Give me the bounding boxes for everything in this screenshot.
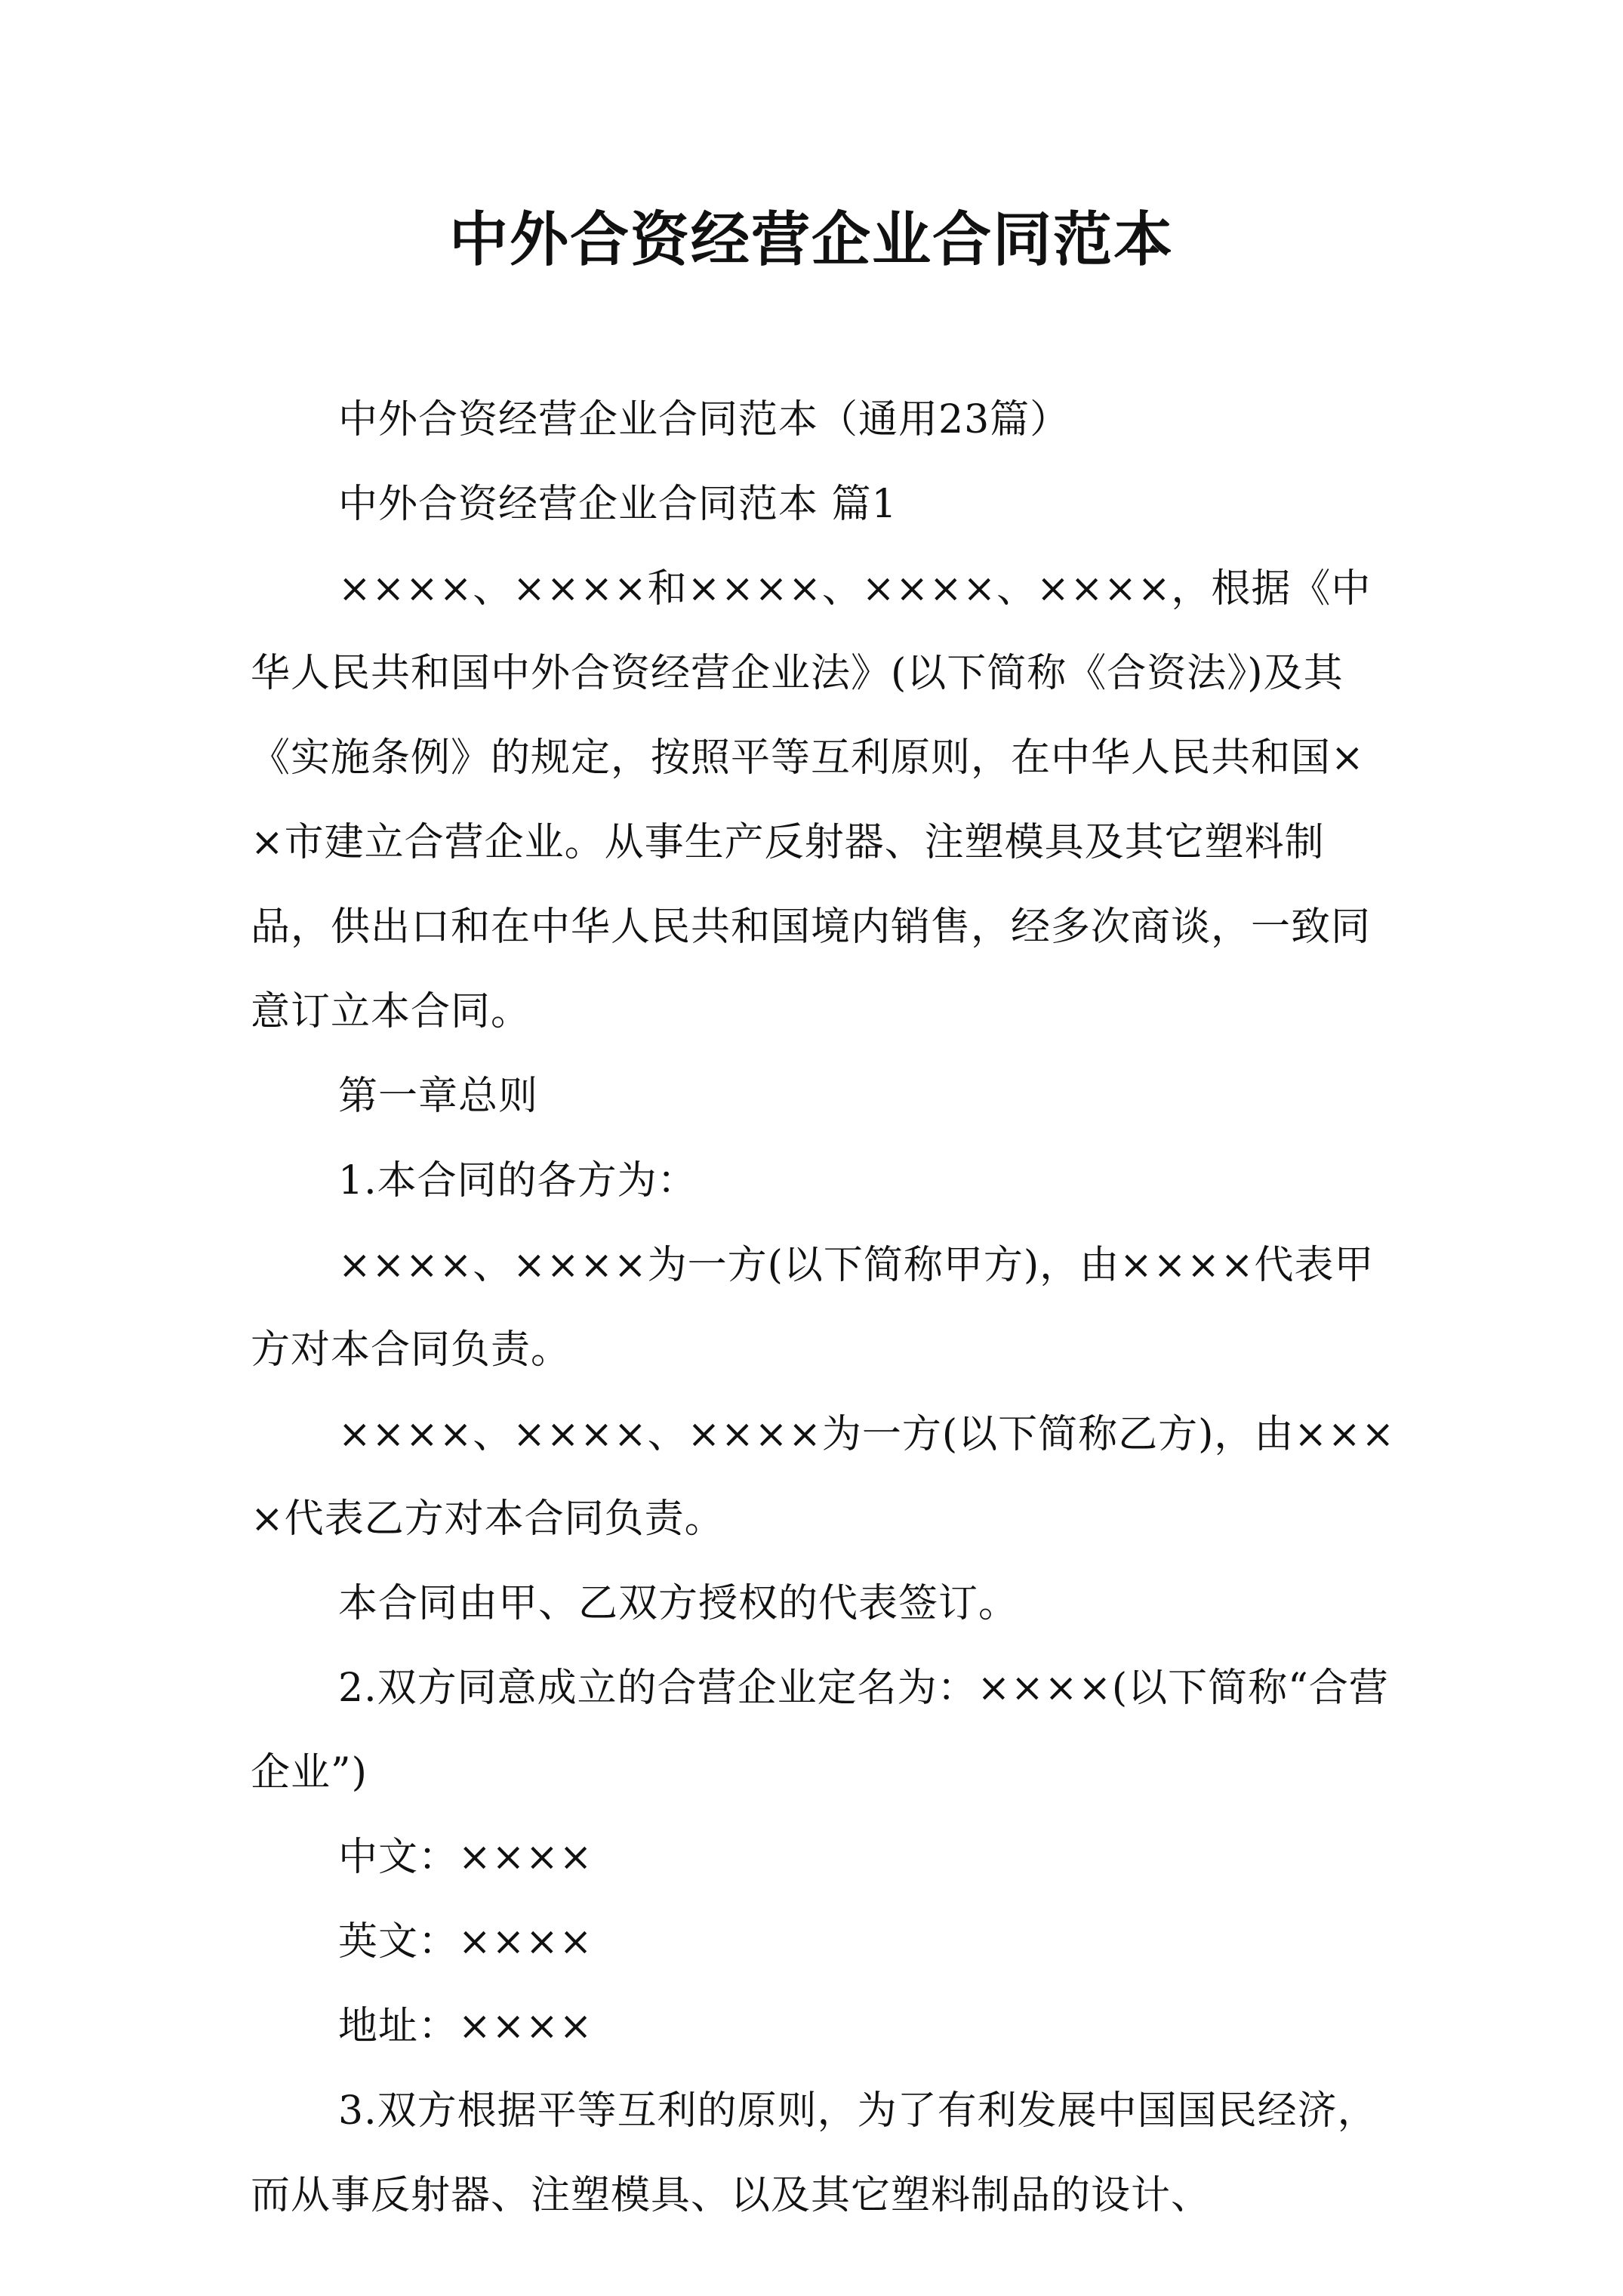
paragraph-party-b: ××××、××××、××××为一方(以下简称乙方)，由××××代表乙方对本合同负责。 (251, 1412, 1396, 1542)
paragraph-chapter-heading: 第一章总则 (338, 1074, 539, 1119)
paragraph-chinese-name: 中文：×××× (338, 1835, 593, 1880)
paragraph-section-heading: 中外合资经营企业合同范本 篇1 (338, 482, 898, 527)
paragraph-clause-2: 2.双方同意成立的合营企业定名为：××××(以下简称“合营企业”) (251, 1666, 1389, 1795)
paragraph-english-name: 英文：×××× (338, 1919, 593, 1965)
paragraph-clause-3: 3.双方根据平等互利的原则，为了有利发展中国国民经济，而从事反射器、注塑模具、以及其它塑料制品的设计、 (251, 2088, 1378, 2218)
paragraph-party-a: ××××、××××为一方(以下简称甲方)，由××××代表甲方对本合同负责。 (251, 1243, 1375, 1373)
document-title: 中外合资经营企业合同范本 (448, 205, 1174, 274)
paragraph-clause-1: 1.本合同的各方为： (338, 1158, 698, 1203)
paragraph-signing: 本合同由甲、乙双方授权的代表签订。 (338, 1581, 1019, 1626)
paragraph-preamble: ××××、××××和××××、××××、××××，根据《中华人民共和国中外合资经营企业法》(以下简称《合资法》)及其《实施条例》的规定，按照平等互利原则，在中华人民共和国××市建立合营企业。从事生产反射器、注塑模具及其它塑料制品，供出口和在中华人民共和国境内销售，经多次商谈，一致同意订立本合同。 (251, 566, 1372, 1034)
document-body (251, 378, 1398, 2238)
paragraph-address: 地址：×××× (338, 2004, 593, 2049)
paragraph-subtitle: 中外合资经营企业合同范本（通用23篇） (338, 397, 1070, 442)
